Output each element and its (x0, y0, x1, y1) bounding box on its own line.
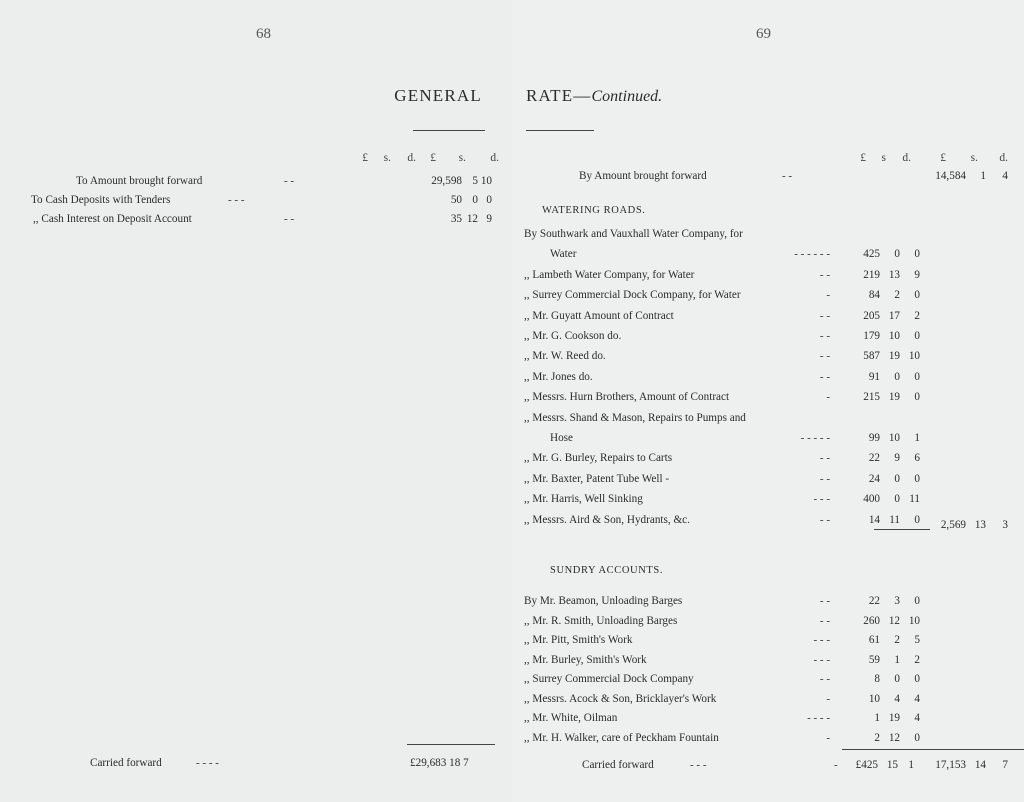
shillings-cell: 2 (894, 289, 900, 302)
section-heading-watering: WATERING ROADS. (542, 205, 646, 216)
row-label: ,, Mr. R. Smith, Unloading Barges (524, 614, 678, 627)
page-number-right: 69 (756, 26, 771, 42)
pence-cell: 6 (914, 452, 920, 465)
row-label: ,, Messrs. Hurn Brothers, Amount of Contract (524, 391, 730, 404)
shillings-cell: 2 (894, 634, 900, 646)
ledger-row (512, 289, 1024, 307)
leader-dashes: - (826, 692, 830, 705)
pounds-cell: 14,584 (935, 170, 966, 182)
header-shillings-2: s. (458, 152, 466, 164)
header-shillings-1: s. (383, 152, 391, 164)
ledger-row (0, 194, 512, 212)
pounds-cell: 84 (868, 289, 880, 302)
row-label: ,, Mr. Jones do. (524, 370, 593, 383)
leader-dashes: - - (819, 370, 830, 383)
pounds-cell: 91 (868, 370, 880, 383)
pounds-cell: 179 (863, 330, 880, 342)
ledger-row (512, 391, 1024, 409)
column-header-left (0, 152, 512, 166)
shillings-cell: 0 (894, 472, 900, 485)
ledger-row (512, 248, 1024, 266)
ledger-row (512, 473, 1024, 491)
row-label: ,, Mr. Baxter, Patent Tube Well - (524, 472, 670, 485)
pence-cell: 0 (914, 731, 920, 744)
header-pounds-2: £ (940, 152, 946, 164)
leader-dashes: - - - - (807, 712, 830, 724)
page-title-left: GENERAL (394, 86, 482, 105)
pence-cell: 9 (914, 268, 920, 281)
pounds-cell: 587 (863, 350, 880, 363)
pounds-cell: 59 (868, 653, 880, 666)
page-number-left: 68 (256, 26, 271, 42)
shillings-cell: 4 (894, 692, 900, 705)
pounds-cell: 61 (868, 634, 880, 646)
leader-dashes: - - - - - - (794, 248, 830, 261)
shillings-cell: 12 (888, 731, 900, 744)
ledger-row (512, 412, 1024, 430)
pence-cell-2: 7 (1002, 759, 1008, 771)
total-pounds: 2,569 (940, 519, 966, 531)
ledger-row (512, 269, 1024, 287)
ledger-row (512, 732, 1024, 750)
shillings-cell: 1 (980, 170, 986, 182)
shillings-cell: 0 (894, 673, 900, 685)
ledger-row (512, 228, 1024, 246)
carried-label: Carried forward (582, 759, 654, 771)
shillings-cell: 0 (894, 493, 900, 506)
row-label: ,, Mr. G. Burley, Repairs to Carts (524, 452, 673, 465)
pence-cell: 10 (908, 350, 920, 363)
shillings-cell: 12 (888, 614, 900, 627)
ledger-row (512, 673, 1024, 691)
shillings-cell: 0 (472, 194, 478, 206)
leader-dashes: - - (819, 673, 830, 685)
pounds-cell: 22 (868, 452, 880, 465)
ledger-row (512, 595, 1024, 613)
pence-cell: 0 (914, 472, 920, 485)
pounds-cell: 2 (874, 731, 880, 744)
pence-cell: 0 (914, 330, 920, 342)
title-italic: Continued. (591, 88, 663, 105)
pounds-cell: 8 (874, 673, 880, 685)
total-pence: 3 (1002, 519, 1008, 531)
ledger-row (512, 330, 1024, 348)
row-label: ,, Mr. G. Cookson do. (524, 330, 622, 342)
title-rule-right (526, 130, 594, 131)
shillings-cell: 19 (888, 350, 900, 363)
ledger-row (0, 175, 512, 193)
page-title-right (526, 86, 662, 106)
pounds-cell: 219 (863, 268, 880, 281)
shillings-cell: 13 (888, 268, 900, 281)
leader-dashes: - - - (813, 653, 830, 666)
ledger-row (512, 432, 1024, 450)
pence-cell: 0 (914, 248, 920, 261)
pence-cell: 4 (914, 692, 920, 705)
pence-cell: 0 (914, 289, 920, 302)
pounds-cell: 35 (450, 213, 462, 225)
leader-dashes: - - (284, 213, 295, 225)
row-label: To Amount brought forward (76, 175, 203, 187)
row-label: ,, Messrs. Shand & Mason, Repairs to Pumps and (524, 411, 746, 424)
header-pence-2: d. (490, 152, 499, 164)
pence-cell: 0 (914, 673, 920, 685)
brought-forward-row (512, 170, 1024, 188)
leader-dashes: - - - (813, 634, 830, 646)
shillings-cell: 19 (888, 712, 900, 724)
pence-cell: 0 (914, 370, 920, 383)
shillings-cell: 9 (894, 452, 900, 465)
title-rule-left (413, 130, 485, 131)
title-text: RATE— (526, 86, 592, 105)
carried-forward-row-left (0, 757, 512, 775)
leader-dashes: - (826, 289, 830, 302)
leader-dash: - (834, 759, 838, 771)
row-label: To Cash Deposits with Tenders (31, 194, 171, 206)
ledger-row (512, 654, 1024, 672)
header-pounds-2: £ (430, 152, 436, 164)
carried-label: Carried forward (90, 757, 162, 769)
header-pence-1: d. (407, 152, 416, 164)
pence-cell: 9 (486, 213, 492, 225)
leader-dashes: - - (819, 268, 830, 281)
leader-dashes: - - - - (196, 757, 219, 769)
shillings-cell-2: 14 (974, 759, 986, 771)
row-label: ,, Lambeth Water Company, for Water (524, 268, 695, 281)
shillings-cell: 3 (894, 595, 900, 607)
pence-cell: 0 (486, 194, 492, 206)
ledger-row (512, 712, 1024, 730)
leader-dashes: - - (284, 175, 295, 187)
pence-cell: 10 (480, 175, 492, 187)
pounds-cell: 260 (863, 614, 880, 627)
ledger-row (512, 452, 1024, 470)
pounds-cell: 14 (868, 513, 880, 526)
row-label: ,, Mr. Burley, Smith's Work (524, 653, 647, 666)
pounds-cell: 10 (868, 692, 880, 705)
pence-cell: 2 (914, 653, 920, 666)
leader-dashes: - - (819, 452, 830, 465)
shillings-cell: 15 (886, 759, 898, 771)
header-pounds-1: £ (362, 152, 368, 164)
leader-dashes: - - - (813, 493, 830, 506)
pence-cell: 0 (914, 513, 920, 526)
pence-cell: 4 (914, 712, 920, 724)
column-header-right (512, 152, 1024, 166)
row-label: Water (550, 248, 577, 261)
pounds-cell: 22 (868, 595, 880, 607)
row-label: ,, Mr. H. Walker, care of Peckham Fountain (524, 731, 719, 744)
pence-cell: 5 (914, 634, 920, 646)
shillings-cell: 17 (888, 309, 900, 322)
row-label: ,, Surrey Commercial Dock Company (524, 673, 694, 685)
header-pounds-1: £ (860, 152, 866, 164)
pence-cell: 10 (908, 614, 920, 627)
pence-cell: 1 (908, 759, 914, 771)
leader-dashes: - - (819, 350, 830, 363)
pence-cell: 0 (914, 391, 920, 404)
ledger-row (512, 615, 1024, 633)
pounds-cell: 1 (874, 712, 880, 724)
ledger-row (512, 634, 1024, 652)
ledger-row (0, 213, 512, 231)
carried-amount: £29,683 18 7 (410, 757, 469, 769)
row-label: By Amount brought forward (579, 170, 707, 182)
pounds-cell: 400 (863, 493, 880, 506)
row-label: By Mr. Beamon, Unloading Barges (524, 595, 683, 607)
pounds-cell: £425 (855, 759, 878, 771)
carried-rule-right (842, 749, 1024, 750)
shillings-cell: 12 (466, 213, 478, 225)
ledger-row (512, 493, 1024, 511)
header-pence-1: d. (902, 152, 911, 164)
right-page (512, 0, 1024, 802)
pounds-cell: 50 (450, 194, 462, 206)
header-shillings-2: s. (970, 152, 978, 164)
header-shillings-1: s (881, 152, 886, 164)
row-label: By Southwark and Vauxhall Water Company, for (524, 228, 743, 240)
row-label: ,, Mr. Guyatt Amount of Contract (524, 309, 674, 322)
pence-cell: 1 (914, 432, 920, 444)
pence-cell: 11 (909, 493, 920, 506)
header-pence-2: d. (999, 152, 1008, 164)
leader-dashes: - - (819, 330, 830, 342)
shillings-cell: 0 (894, 248, 900, 261)
leader-dashes: - - - (228, 194, 245, 206)
row-label: ,, Messrs. Aird & Son, Hydrants, &c. (524, 513, 690, 526)
pounds-cell: 215 (863, 391, 880, 404)
leader-dashes: - - - (690, 759, 707, 771)
shillings-cell: 0 (894, 370, 900, 383)
carried-rule-left (407, 744, 495, 745)
shillings-cell: 10 (888, 330, 900, 342)
pounds-cell: 425 (863, 248, 880, 261)
pence-cell: 2 (914, 309, 920, 322)
row-label: ,, Messrs. Acock & Son, Bricklayer's Work (524, 692, 717, 705)
row-label: ,, Mr. Harris, Well Sinking (524, 493, 643, 506)
ledger-row (512, 350, 1024, 368)
leader-dashes: - (826, 731, 830, 744)
ledger-row (512, 310, 1024, 328)
pounds-cell: 205 (863, 309, 880, 322)
leader-dashes: - - (819, 472, 830, 485)
row-label: ,, Mr. W. Reed do. (524, 350, 606, 363)
row-label: ,, Cash Interest on Deposit Account (33, 213, 192, 225)
section-heading-sundry: SUNDRY ACCOUNTS. (550, 565, 664, 576)
pounds-cell: 24 (868, 472, 880, 485)
leader-dashes: - (826, 391, 830, 404)
leader-dashes: - - (782, 170, 793, 182)
leader-dashes: - - - - - (800, 432, 830, 444)
row-label: ,, Surrey Commercial Dock Company, for Water (524, 289, 741, 302)
pounds-cell: 29,598 (431, 175, 462, 187)
ledger-row (512, 371, 1024, 389)
leader-dashes: - - (819, 309, 830, 322)
shillings-cell: 10 (888, 432, 900, 444)
pence-cell: 0 (914, 595, 920, 607)
shillings-cell: 11 (889, 513, 900, 526)
row-label: Hose (550, 432, 573, 444)
shillings-cell: 1 (894, 653, 900, 666)
row-label: ,, Mr. White, Oilman (524, 712, 618, 724)
pounds-cell-2: 17,153 (935, 759, 966, 771)
row-label: ,, Mr. Pitt, Smith's Work (524, 634, 633, 646)
leader-dashes: - - (819, 513, 830, 526)
shillings-cell: 5 (472, 175, 478, 187)
leader-dashes: - - (819, 595, 830, 607)
pounds-cell: 99 (868, 432, 880, 444)
shillings-cell: 19 (888, 391, 900, 404)
leader-dashes: - - (819, 614, 830, 627)
pence-cell: 4 (1002, 170, 1008, 182)
section-total-row (512, 519, 1024, 537)
total-shillings: 13 (974, 519, 986, 531)
carried-forward-row-right (512, 759, 1024, 777)
ledger-row (512, 693, 1024, 711)
